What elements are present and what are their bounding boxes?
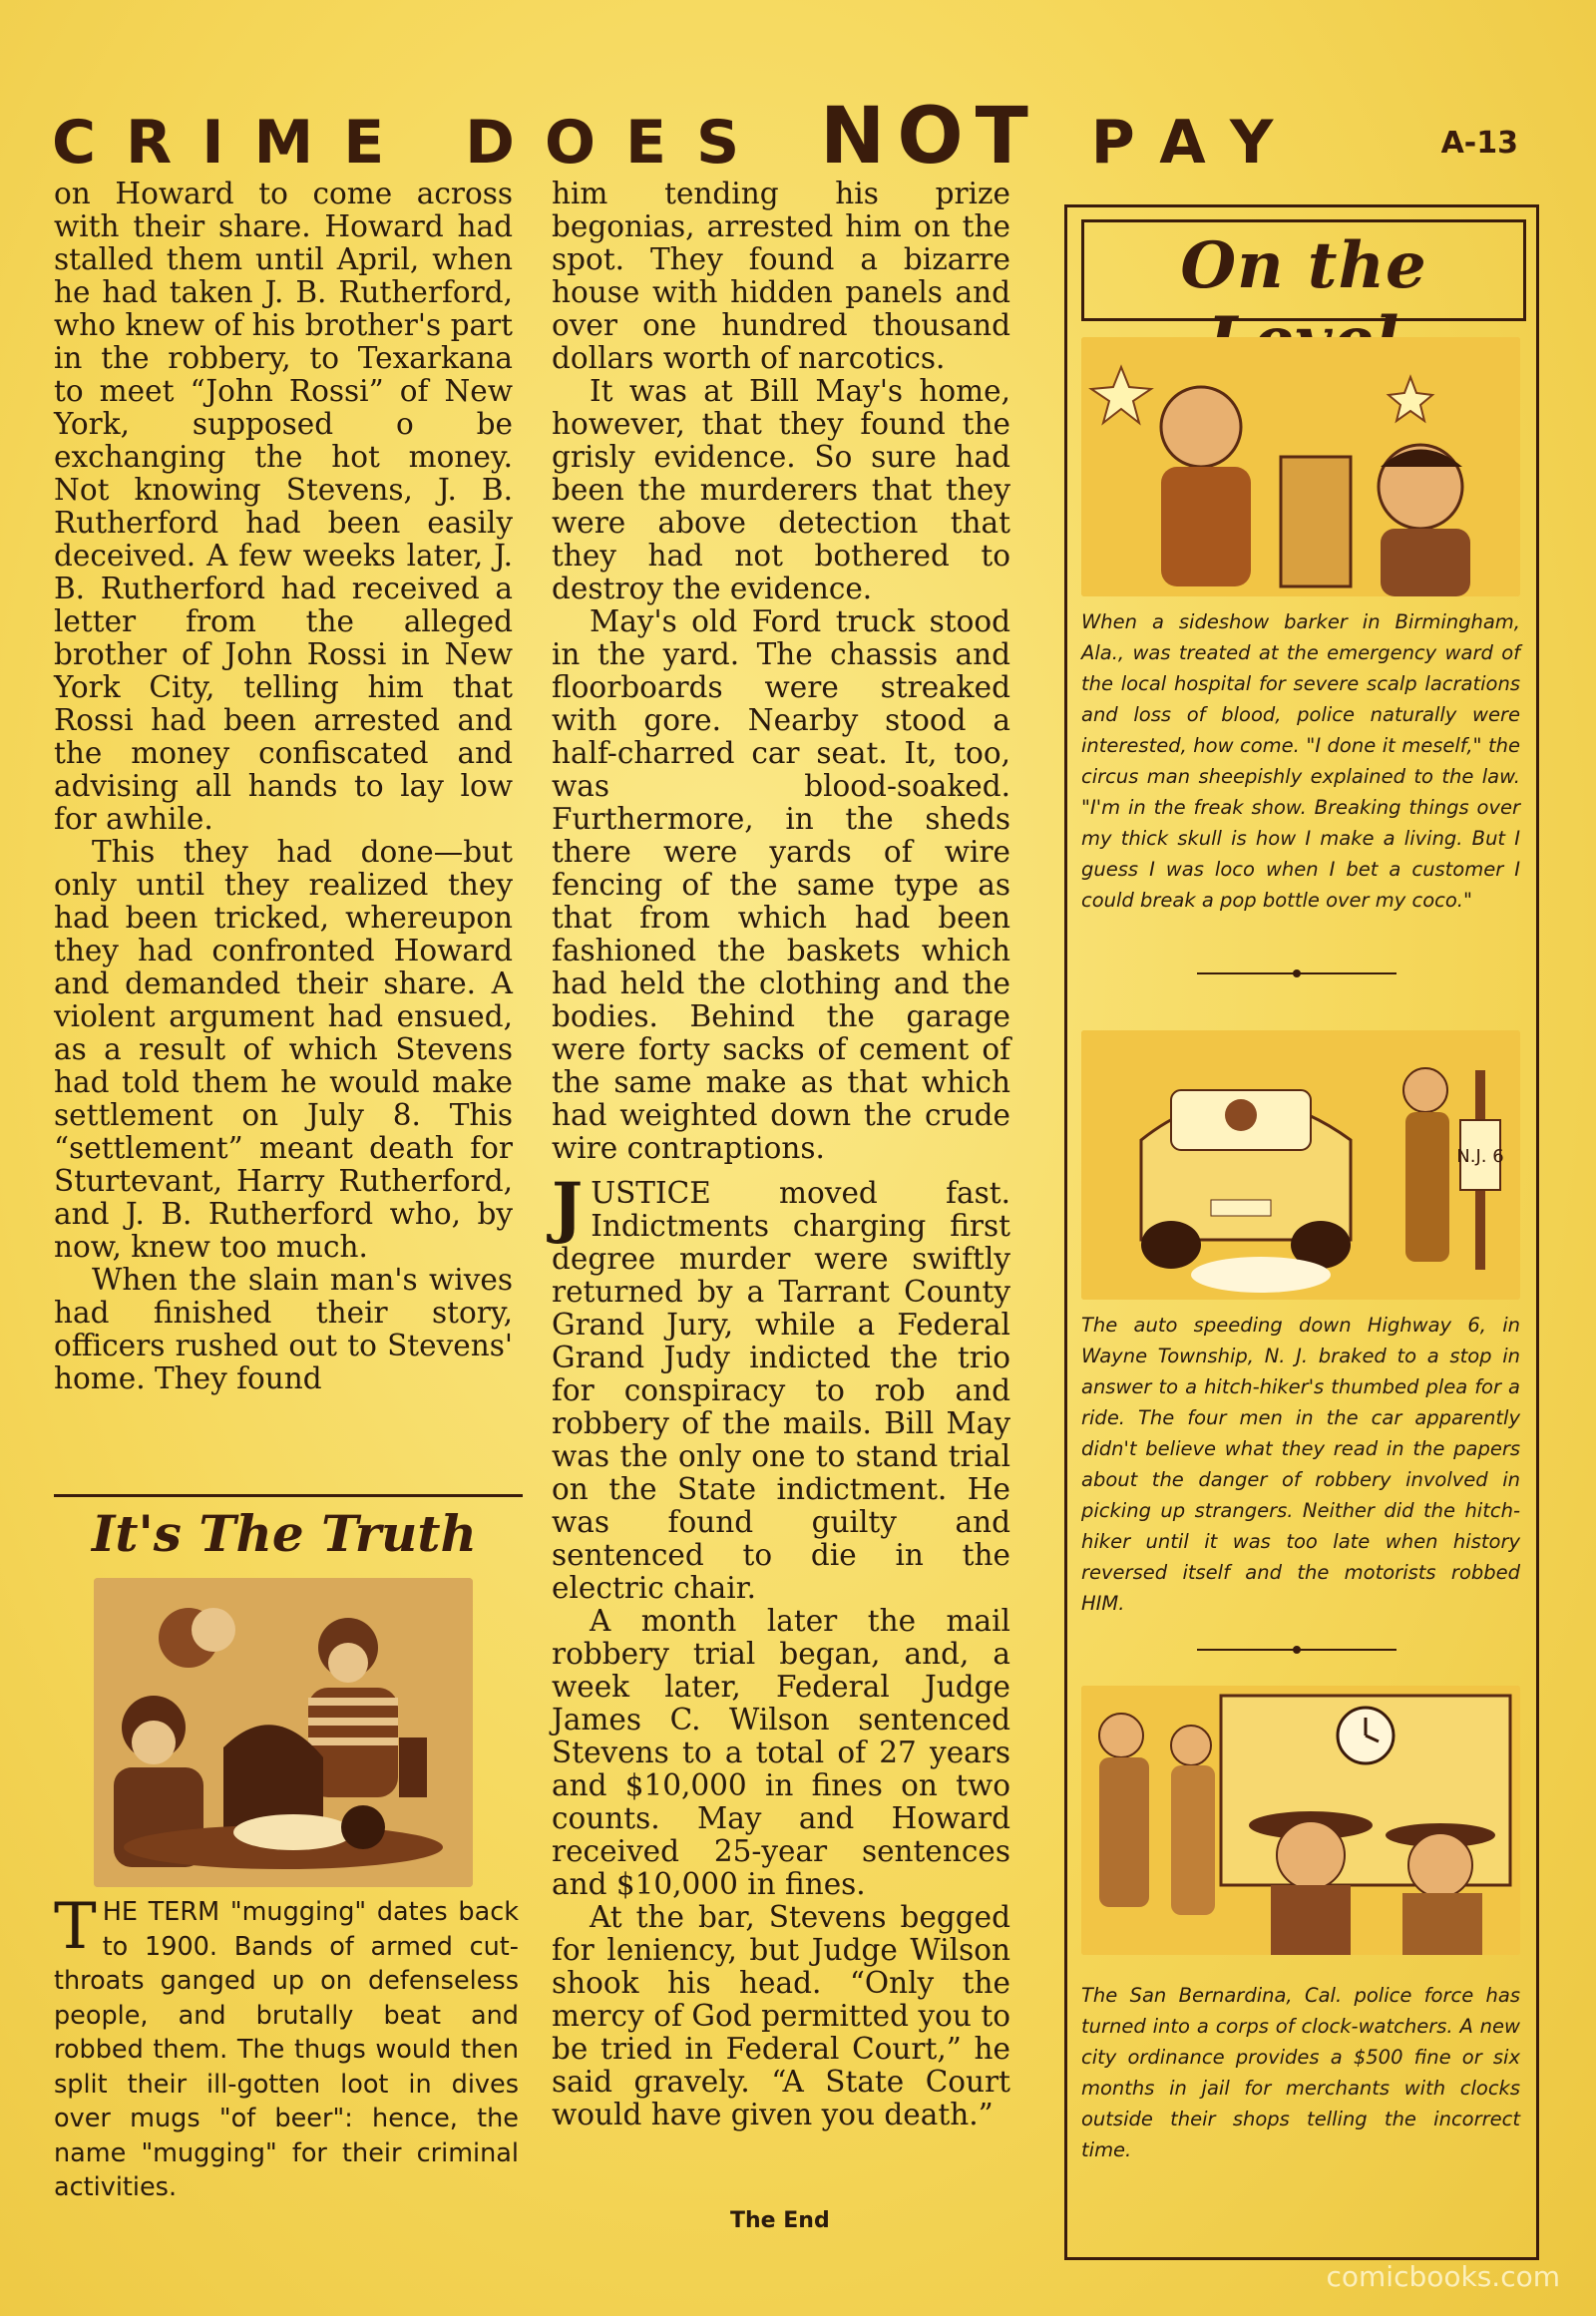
truth-text — [54, 1890, 519, 2205]
story-paragraph: him tending his prize begonias, arrested him on the spot. They found a bizarre house with hidden panels and over one hundred thousand dollars worth of narcotics. — [552, 177, 1010, 375]
story-paragraph: When the slain man's wives had finished their story, officers rushed out to Stevens' home. They found — [54, 1263, 513, 1395]
story-paragraph: A month later the mail robbery trial began, and, a week later, Federal Judge James C. Wilson sentenced Stevens to a total of 27 years and $10,000 in fines on two counts. May and Howard received 25-year sentences and $10,000 in fines. — [552, 1604, 1010, 1901]
sideshow-illustration — [1081, 337, 1520, 596]
on-the-level-box — [1064, 204, 1539, 2260]
watermark: comicbooks.com — [1326, 2260, 1560, 2293]
page-number: A-13 — [1440, 126, 1518, 161]
separator-rule — [1197, 972, 1396, 974]
story-paragraph: on Howard to come across with their share. Howard had stalled them until April, when he had taken J. B. Rutherford, who knew of his brother's part in the robbery, to Texarkana to meet “John Rossi” of New York, supposed o be exchanging the hot money. Not knowing Stevens, J. B. Rutherford had been easily deceived. A few weeks later, J. B. Rutherford had received a letter from the alleged brother of John Rossi in New York City, telling him that Rossi had been arrested and the money confiscated and advising all hands to lay low for awhile. — [54, 177, 513, 836]
title-part-2: PAY — [1039, 108, 1304, 178]
clock-watchers-illustration-art — [1081, 1686, 1520, 1955]
hitchhiker-illustration-art — [1081, 1030, 1520, 1300]
title-not: NOT — [820, 92, 1040, 182]
story-paragraph: This they had done—but only until they realized they had been tricked, whereupon they had confronted Howard and demanded their share. A violent argument had ensued, as a result of which Stevens had told them he would make settlement on July 8. This “settlement” meant death for Sturtevant, Harry Rutherford, and J. B. Rutherford who, by now, knew too much. — [54, 835, 513, 1264]
clock-watchers-illustration — [1081, 1686, 1520, 1955]
page-title — [52, 92, 1303, 182]
page-header — [52, 92, 1548, 182]
level-caption-2: The auto speeding down Highway 6, in Wayne Township, N. J. braked to a stop in answer to a hitch-hiker's thumbed plea for a ride. The four men in the car apparently didn't believe what they read in the papers about the danger of robbery involved in picking up strangers. Neither did the hitch-hiker until it was too late when history reversed itself and the motorists robbed HIM. — [1081, 1314, 1520, 1615]
level-title-frame — [1081, 219, 1526, 321]
story-column-1 — [54, 178, 513, 1395]
truth-dropcap: T — [54, 1890, 97, 1964]
story-paragraph: At the bar, Stevens begged for leniency, but Judge Wilson shook his head. “Only the mercy of God permitted you to be tried in Federal Court,” he said gravely. “A State Court would have given you death.” — [552, 1900, 1010, 2131]
level-title: On the — [1180, 228, 1427, 303]
story-paragraph: May's old Ford truck stood in the yard. The chassis and floorboards were streaked with gore. Nearby stood a half-charred car seat. It, too, was blood-soaked. Furthermore, in the sheds there were yards of wire fencing of the same type as that from which had been fashioned the baskets which had held the clothing and the bodies. Behind the garage were forty sacks of cement of the same make as that which had weighted down the crude wire contraptions. — [552, 604, 1010, 1165]
justice-text: USTICE moved fast. Indictments charging first degree murder were swiftly returned by a Tarrant County Grand Jury, while a Federal Grand Judy indicted the trio for conspiracy to rob and robbery of the mails. Bill May was the only one to stand trial on the State indictment. He was found guilty and sentenced to die in the electric chair. — [552, 1176, 1010, 1605]
level-caption-1: When a sideshow barker in Birmingham, Ala., was treated at the emergency ward of the local hospital for severe scalp lacrations and loss of blood, police naturally were interested, how come. "I done it meself," the circus man sheepishly explained to the law. "I'm in the freak show. Breaking things over my thick skull is how I make a living. But I guess I was loco when I bet a customer I could break a pop bottle over my coco." — [1081, 610, 1520, 912]
mugging-illustration — [94, 1578, 473, 1887]
separator-rule — [1197, 1649, 1396, 1651]
truth-body: HE TERM "mugging" dates back to 1900. Bands of armed cut-throats ganged up on defenseless people, and brutally beat and robbed them. The thugs would then split their ill-gotten loot in dives over mugs "of beer": hence, the name "mugging" for their criminal activities. — [54, 1897, 519, 2202]
story-paragraph: It was at Bill May's home, however, that they found the grisly evidence. So sure had been the murderers that they were above detection that they had not bothered to destroy the evidence. — [552, 374, 1010, 605]
the-end-label: The End — [730, 2208, 830, 2233]
title-part-1: CRIME DOES — [52, 108, 821, 178]
hitchhiker-illustration — [1081, 1030, 1520, 1300]
truth-title: It's The Truth — [92, 1504, 477, 1563]
mugging-illustration-art — [94, 1578, 473, 1887]
truth-top-rule — [54, 1494, 523, 1497]
justice-paragraph — [552, 1168, 1010, 1605]
level-caption-3: The San Bernardina, Cal. police force has turned into a corps of clock-watchers. A new city ordinance provides a $500 fine or six months in jail for merchants with clocks outside their shops telling the incorrect time. — [1081, 1984, 1520, 2161]
road-sign-text: N.J. 6 — [1456, 1146, 1504, 1167]
its-the-truth-box — [54, 1494, 523, 2232]
story-column-2 — [552, 178, 1010, 2131]
justice-dropcap: J — [552, 1168, 584, 1246]
sideshow-illustration-art — [1081, 337, 1520, 596]
